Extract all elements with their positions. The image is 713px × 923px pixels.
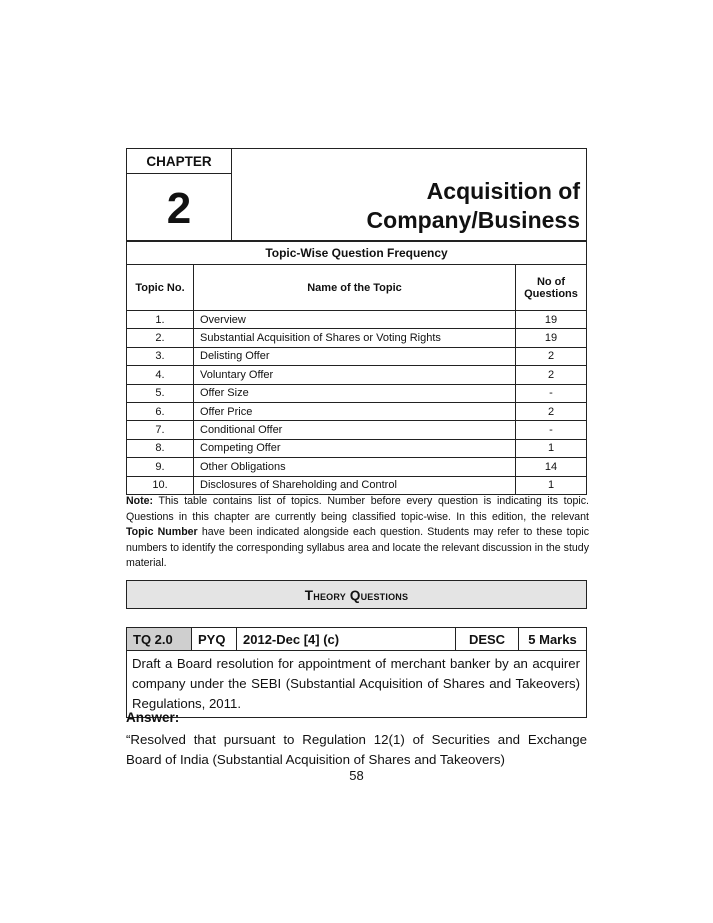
note-text-2: have been indicated alongside each question. Students may refer to these topic numbers to identify the corresponding syllabus area and locate the relevant discussion in the study material. — [126, 526, 589, 569]
chapter-label: CHAPTER — [127, 149, 231, 174]
table-row — [127, 439, 587, 457]
header-topic-name: Name of the Topic — [194, 265, 516, 311]
topic-name: Conditional Offer — [194, 421, 516, 439]
topic-count: - — [516, 421, 587, 439]
table-caption: Topic-Wise Question Frequency — [127, 242, 587, 265]
topic-name: Disclosures of Shareholding and Control — [194, 476, 516, 494]
question-marks: 5 Marks — [519, 628, 587, 651]
topic-name: Delisting Offer — [194, 347, 516, 365]
topic-name: Competing Offer — [194, 439, 516, 457]
table-row — [127, 311, 587, 329]
table-row — [127, 384, 587, 402]
chapter-title-line1: Acquisition of — [426, 178, 580, 204]
topic-no: 1. — [127, 311, 194, 329]
table-row — [127, 402, 587, 420]
question-id: TQ 2.0 — [127, 628, 192, 651]
note-text-1: This table contains list of topics. Number before every question is indicating its topic. Questions in this chapter are currently being classified topic-wise. In this edition, the relevant — [126, 495, 589, 523]
table-row — [127, 458, 587, 476]
question-block — [126, 627, 587, 718]
table-row — [127, 421, 587, 439]
topic-count: 1 — [516, 439, 587, 457]
page-number: 58 — [349, 768, 364, 783]
table-note — [126, 494, 589, 572]
answer-label: Answer: — [126, 710, 180, 725]
table-row — [127, 329, 587, 347]
header-topic-no — [127, 265, 194, 311]
topic-count: 19 — [516, 311, 587, 329]
topic-no: 4. — [127, 366, 194, 384]
table-row — [127, 366, 587, 384]
topic-name: Offer Price — [194, 402, 516, 420]
note-bold-text: Topic Number — [126, 526, 198, 538]
note-label: Note: — [126, 495, 154, 507]
table-row — [127, 347, 587, 365]
question-exam: 2012-Dec [4] (c) — [237, 628, 456, 651]
topic-no: 9. — [127, 458, 194, 476]
topic-name: Overview — [194, 311, 516, 329]
table-row — [127, 476, 587, 494]
answer-text: “Resolved that pursuant to Regulation 12(1) of Securities and Exchange Board of India (Substantial Acquisition of Shares and Takeovers) — [126, 732, 587, 767]
topic-no: 10. — [127, 476, 194, 494]
question-text: Draft a Board resolution for appointment of merchant banker by an acquirer company under the SEBI (Substantial Acquisition of Shares and Takeovers) Regulations, 2011. — [127, 651, 587, 718]
topic-count: 2 — [516, 366, 587, 384]
section-title: Theory Questions — [126, 580, 587, 609]
chapter-title-line2: Company/Business — [366, 207, 580, 233]
topic-count: 19 — [516, 329, 587, 347]
topic-name: Other Obligations — [194, 458, 516, 476]
topic-no: 3. — [127, 347, 194, 365]
topic-no: 2. — [127, 329, 194, 347]
topic-no: 5. — [127, 384, 194, 402]
topic-name: Voluntary Offer — [194, 366, 516, 384]
header-topic-no-label: Topic No. — [135, 281, 185, 294]
chapter-header — [126, 148, 587, 241]
question-kind: DESC — [456, 628, 519, 651]
topic-count: 14 — [516, 458, 587, 476]
topic-count: 1 — [516, 476, 587, 494]
topic-name: Substantial Acquisition of Shares or Voting Rights — [194, 329, 516, 347]
topic-count: 2 — [516, 402, 587, 420]
topic-count: 2 — [516, 347, 587, 365]
chapter-number: 2 — [166, 184, 192, 233]
header-question-count: No of Questions — [516, 265, 587, 311]
topic-no: 6. — [127, 402, 194, 420]
chapter-number-box — [127, 149, 232, 240]
chapter-title — [240, 177, 580, 235]
question-type: PYQ — [192, 628, 237, 651]
topic-name: Offer Size — [194, 384, 516, 402]
topic-no: 7. — [127, 421, 194, 439]
topic-count: - — [516, 384, 587, 402]
topic-no: 8. — [127, 439, 194, 457]
topic-frequency-table — [126, 241, 587, 495]
